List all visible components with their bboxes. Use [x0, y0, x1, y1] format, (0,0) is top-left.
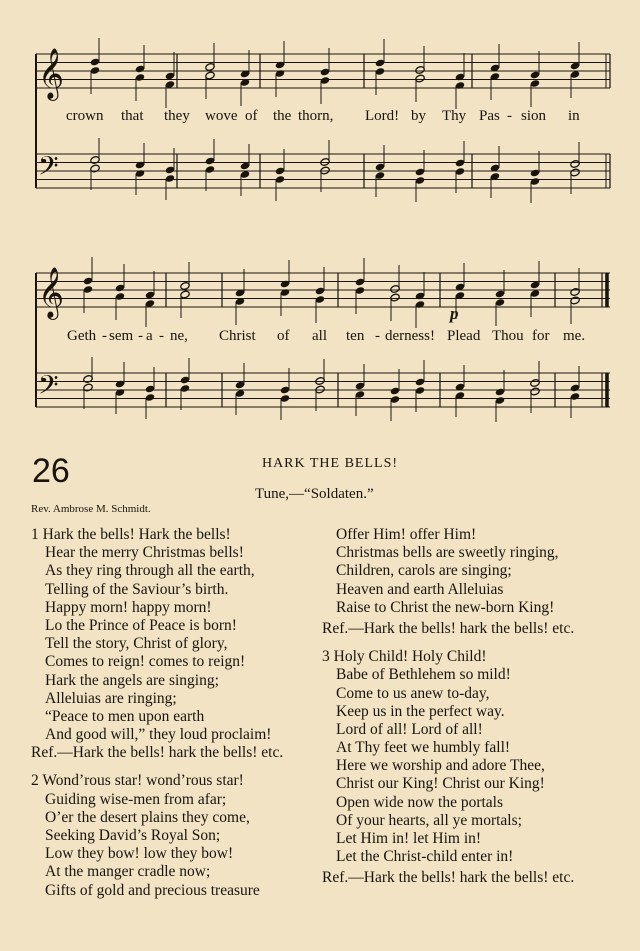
verse-line: O’er the desert plains they come,	[45, 808, 250, 826]
refrain-line: Ref.—Hark the bells! hark the bells! etc.	[322, 619, 575, 637]
lyric-word: -	[507, 108, 512, 124]
lyric-word: -	[375, 328, 380, 344]
verse-line: At Thy feet we humbly fall!	[336, 739, 511, 757]
lyric-word: they	[164, 108, 190, 124]
verse-line: Open wide now the portals	[336, 793, 504, 811]
verse-line: Of your hearts, all ye mortals;	[336, 811, 522, 829]
verse-line: Guiding wise-men from afar;	[45, 790, 227, 808]
lyric-word: sion	[521, 108, 547, 124]
verse-line: 2 Wond’rous star! wond’rous star!	[31, 772, 244, 790]
verse-line: Lo the Prince of Peace is born!	[45, 616, 237, 634]
verse-line: Hark the angels are singing;	[45, 671, 219, 689]
lyric-word: wove	[205, 108, 238, 124]
lyric-word: Thou	[492, 328, 524, 344]
lyric-word: by	[411, 108, 426, 124]
verse-line: Here we worship and adore Thee,	[336, 757, 545, 775]
lyric-word: a	[146, 328, 153, 344]
svg-text:𝄢: 𝄢	[38, 369, 59, 407]
verse-line: Raise to Christ the new-born King!	[336, 598, 555, 616]
lyric-word: crown	[66, 108, 104, 124]
svg-text:𝄞: 𝄞	[38, 48, 65, 99]
lyric-word: ne,	[170, 328, 188, 344]
lyric-word: -	[138, 328, 143, 344]
hymn-title: HARK THE BELLS!	[261, 456, 399, 471]
svg-text:𝄢: 𝄢	[38, 150, 59, 188]
lyric-word: all	[312, 328, 327, 344]
lyric-word: ten	[346, 328, 365, 344]
lyric-word: of	[277, 328, 290, 344]
lyric-word: thorn,	[298, 108, 334, 124]
lyric-word: in	[568, 108, 580, 124]
lyric-word: -	[102, 328, 107, 344]
hymn-tune: Tune,—“Soldaten.”	[255, 486, 374, 502]
verse-line: Gifts of gold and precious treasure	[45, 881, 260, 899]
hymn-number: 26	[32, 452, 70, 490]
verse-line: “Peace to men upon earth	[45, 707, 205, 725]
verse-line: Children, carols are singing;	[336, 562, 512, 580]
lyric-word: derness!	[385, 328, 435, 344]
lyric-word: me.	[563, 328, 586, 344]
verse-line: Comes to reign! comes to reign!	[45, 653, 246, 671]
verses-left-column	[31, 526, 283, 900]
lyric-word: Thy	[442, 108, 467, 124]
lyric-word: that	[121, 108, 144, 124]
verse-line: Seeking David’s Royal Son;	[45, 827, 221, 844]
sheet-music	[0, 0, 640, 430]
verse-line: Alleluias are ringing;	[45, 689, 177, 707]
lyric-word: sem	[109, 328, 134, 344]
dynamic-piano-mark: p	[450, 304, 459, 323]
verse-line: As they ring through all the earth,	[45, 562, 255, 580]
verse-line: Hear the merry Christmas bells!	[45, 544, 244, 562]
lyric-word: Geth	[67, 328, 97, 344]
refrain-line: Ref.—Hark the bells! hark the bells! etc.	[322, 869, 575, 887]
verse-line: Christmas bells are sweetly ringing,	[336, 544, 559, 562]
verse-line: Tell the story, Christ of glory,	[45, 635, 228, 653]
verse-line: Offer Him! offer Him!	[336, 526, 477, 543]
lyric-word: Lord!	[365, 108, 400, 124]
hymn-author: Rev. Ambrose M. Schmidt.	[31, 503, 151, 515]
verse-line: Babe of Bethlehem so mild!	[336, 666, 511, 684]
lyric-word: -	[159, 328, 164, 344]
verse-line: Low they bow! low they bow!	[45, 845, 234, 863]
svg-text:𝄞: 𝄞	[38, 267, 65, 318]
lyric-word: Pas	[479, 108, 500, 124]
verse-line: Telling of the Saviour’s birth.	[45, 580, 229, 598]
lyric-word: Plead	[447, 328, 481, 344]
verse-line: At the manger cradle now;	[45, 863, 211, 881]
verse-line: Happy morn! happy morn!	[45, 598, 212, 616]
lyric-word: for	[532, 328, 550, 344]
verse-line: Lord of all! Lord of all!	[336, 720, 483, 738]
refrain-line: Ref.—Hark the bells! hark the bells! etc.	[31, 744, 284, 762]
verse-line: Let the Christ-child enter in!	[336, 848, 514, 866]
verse-line: Christ our King! Christ our King!	[336, 775, 545, 793]
verse-line: 3 Holy Child! Holy Child!	[322, 648, 487, 666]
verse-line: Come to us anew to-day,	[336, 684, 490, 702]
verse-line: 1 Hark the bells! Hark the bells!	[31, 526, 231, 543]
verse-line: And good will,” they loud proclaim!	[45, 726, 272, 744]
lyric-word: the	[273, 108, 292, 124]
verses-right-column	[322, 526, 574, 888]
verse-line: Keep us in the perfect way.	[336, 702, 505, 720]
lyric-word: of	[245, 108, 258, 124]
verse-line: Heaven and earth Alleluias	[336, 580, 504, 598]
verse-line: Let Him in! let Him in!	[336, 830, 482, 847]
lyric-word: Christ	[219, 328, 256, 344]
